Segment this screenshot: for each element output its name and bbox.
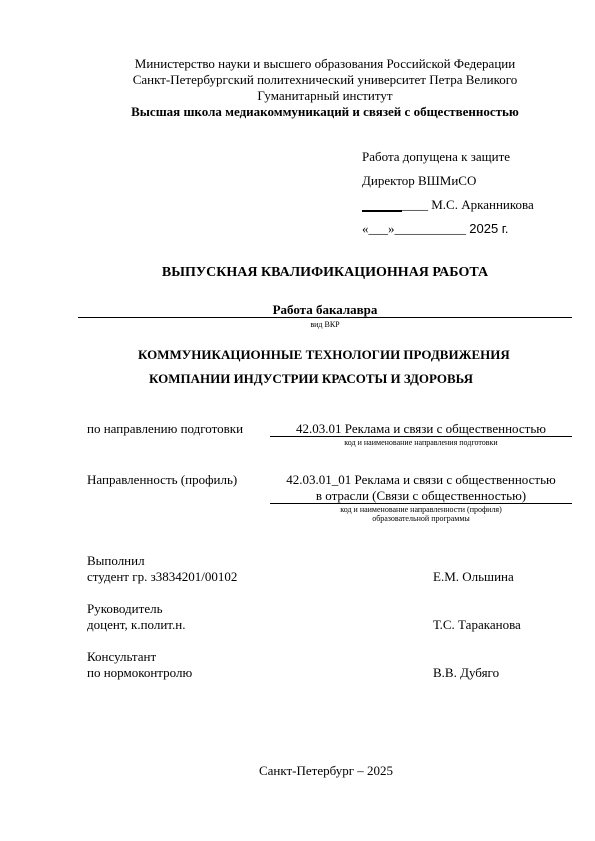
director-name: М.С. Арканникова	[431, 197, 534, 212]
institute-line: Гуманитарный институт	[257, 88, 393, 103]
profile-value-line-1: 42.03.01_01 Реклама и связи с общественностью	[286, 472, 556, 487]
date-close-quote: »	[388, 221, 395, 236]
direction-caption: код и наименование направления подготовки	[344, 438, 498, 447]
school-line: Высшая школа медиакоммуникаций и связей с общественностью	[131, 104, 519, 119]
university-line: Санкт-Петербургский политехнический университет Петра Великого	[132, 72, 518, 87]
document-title: ВЫПУСКНАЯ КВАЛИФИКАЦИОННАЯ РАБОТА	[161, 265, 489, 280]
work-type-caption: вид ВКР	[310, 320, 340, 329]
direction-value: 42.03.01 Реклама и связи с общественностью	[296, 421, 546, 436]
approval-signature	[402, 197, 534, 213]
work-type-underline	[78, 317, 572, 318]
date-day-blank: ___	[368, 221, 388, 236]
consultant-name: В.В. Дубяго	[433, 665, 500, 680]
signature-line	[362, 210, 402, 212]
city-year: Санкт-Петербург – 2025	[258, 763, 394, 778]
consultant-position: по нормоконтролю	[87, 665, 193, 680]
author-position: студент гр. з3834201/00102	[87, 569, 238, 584]
supervisor-role: Руководитель	[87, 601, 163, 616]
approval-date	[362, 221, 509, 237]
author-name: Е.М. Ольшина	[433, 569, 514, 584]
consultant-role: Консультант	[87, 649, 157, 664]
topic-line-1: КОММУНИКАЦИОННЫЕ ТЕХНОЛОГИИ ПРОДВИЖЕНИЯ	[138, 347, 510, 362]
date-year: 2025 г.	[469, 221, 509, 236]
date-month-blank: ___________	[394, 221, 466, 236]
supervisor-name: Т.С. Тараканова	[433, 617, 521, 632]
profile-label: Направленность (профиль)	[87, 472, 238, 487]
profile-underline	[270, 503, 572, 504]
approval-line: Работа допущена к защите	[362, 149, 511, 164]
profile-caption-line-1: код и наименование направленности (профиля)	[340, 505, 502, 514]
profile-value-line-2: в отрасли (Связи с общественностью)	[315, 488, 527, 503]
profile-caption-line-2: образовательной программы	[372, 514, 470, 523]
ministry-line: Министерство науки и высшего образования Российской Федерации	[134, 56, 516, 71]
direction-underline	[270, 436, 572, 437]
author-role: Выполнил	[87, 553, 145, 568]
date-open-quote: «	[362, 221, 369, 236]
direction-label: по направлению подготовки	[87, 421, 244, 436]
signature-blank: ____	[402, 197, 428, 212]
work-type: Работа бакалавра	[272, 302, 378, 317]
supervisor-position: доцент, к.полит.н.	[87, 617, 186, 632]
topic-line-2: КОМПАНИИ ИНДУСТРИИ КРАСОТЫ И ЗДОРОВЬЯ	[149, 371, 473, 386]
director-line: Директор ВШМиСО	[362, 173, 477, 188]
